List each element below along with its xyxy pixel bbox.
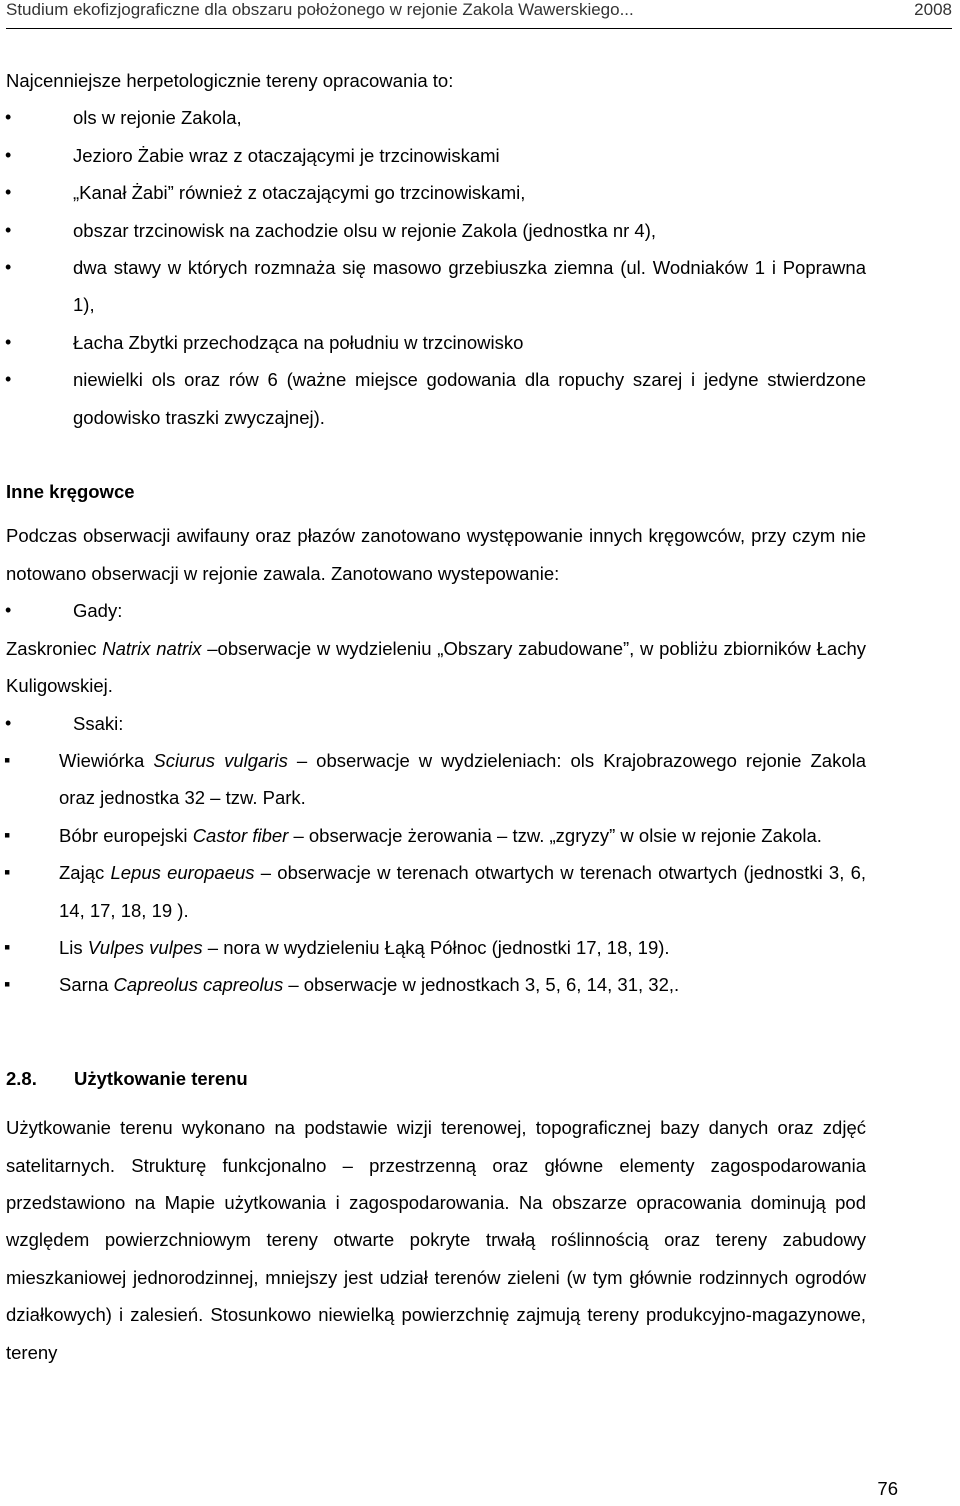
list-item: ▪ Zając Lepus europaeus – obserwacje w terenach otwartych w terenach otwartych (jednostki 3, 6, 14, 17, 18, 19 ). — [6, 854, 866, 929]
list-item: • obszar trzcinowisk na zachodzie olsu w rejonie Zakola (jednostka nr 4), — [6, 212, 866, 249]
list-item: • Jezioro Żabie wraz z otaczającymi je trzcinowiskami — [6, 137, 866, 174]
latin-name: Lepus europaeus — [110, 862, 255, 884]
list-item: ▪ Wiewiórka Sciurus vulgaris – obserwacje w wydzieleniach: ols Krajobrazowego rejonie Zakola oraz jednostka 32 – tzw. Park. — [6, 742, 866, 817]
land-use-paragraph: Użytkowanie terenu wykonano na podstawie wizji terenowej, topograficznej bazy danych oraz zdjęć satelitarnych. Strukturę funkcjonalno – przestrzenną oraz główne elementy zagospodarowania przedstawiono na Mapie użytkowania i zagospodarowania. Na obszarze opracowania dominują pod względem powierzchniowym tereny otwarte pokryte trwałą roślinnością oraz tereny zabudowy mieszkaniowej jednorodzinnej, mniejszy jest udział terenów zieleni (w tym głównie rodzinnych ogrodów działkowych) i zalesień. Stosunkowo niewielką powierzchnię zajmują tereny produkcyjno-magazynowe, tereny — [6, 1117, 866, 1363]
section-heading-land-use — [6, 1060, 866, 1097]
list-item: ▪ Lis Vulpes vulpes – nora w wydzieleniu Łąką Północ (jednostki 17, 18, 19). — [6, 929, 866, 966]
page-number: 76 — [877, 1478, 898, 1499]
section-number: 2.8. — [6, 1067, 37, 1089]
list-item: • ols w rejonie Zakola, — [6, 99, 866, 136]
list-item-reptiles: • Gady: — [6, 592, 866, 629]
list-item: • dwa stawy w których rozmnaża się masowo grzebiuszka ziemna (ul. Wodniaków 1 i Poprawna 1), — [6, 249, 866, 324]
spacer — [6, 1004, 866, 1060]
mammals-label-list — [6, 705, 866, 742]
latin-name: Sciurus vulgaris — [153, 749, 288, 771]
section-title: Użytkowanie terenu — [74, 1067, 248, 1089]
herpetology-list — [6, 99, 866, 436]
list-item: • niewielki ols oraz rów 6 (ważne miejsce godowania dla ropuchy szarej i jedyne stwierdzone godowisko traszki zwyczajnej). — [6, 361, 866, 436]
intro-paragraph: Najcenniejsze herpetologicznie tereny opracowania to: — [6, 70, 454, 91]
observation-paragraph: Podczas obserwacji awifauny oraz płazów zanotowano występowanie innych kręgowców, przy czym nie notowano obserwacji w rejonie zawala. Zanotowano wystepowanie: — [6, 525, 866, 584]
reptiles-list — [6, 592, 866, 629]
mammals-list — [6, 742, 866, 1004]
document-body — [6, 62, 866, 1371]
spacer — [6, 436, 866, 473]
latin-name: Capreolus capreolus — [113, 974, 284, 996]
list-item: • „Kanał Żabi” również z otaczającymi go trzcinowiskami, — [6, 174, 866, 211]
list-item: • Łacha Zbytki przechodząca na południu w trzcinowisko — [6, 324, 866, 361]
list-item: ▪ Sarna Capreolus capreolus – obserwacje w jednostkach 3, 5, 6, 14, 31, 32,. — [6, 966, 866, 1003]
header-year: 2008 — [914, 0, 952, 19]
section-heading-other-vertebrates: Inne kręgowce — [6, 481, 135, 503]
list-item-mammals: • Ssaki: — [6, 705, 866, 742]
latin-name: Vulpes vulpes — [87, 936, 203, 958]
reptile-observation: Zaskroniec Natrix natrix –obserwacje w wydzieleniu „Obszary zabudowane”, w pobliżu zbiorników Łachy Kuligowskiej. — [6, 637, 866, 697]
header-title: Studium ekofizjograficzne dla obszaru położonego w rejonie Zakola Wawerskiego... — [6, 0, 634, 19]
latin-name: Castor fiber — [192, 824, 289, 846]
page-header — [6, 0, 952, 29]
list-item: ▪ Bóbr europejski Castor fiber – obserwacje żerowania – tzw. „zgryzy” w olsie w rejonie Zakola. — [6, 817, 866, 854]
latin-name: Natrix natrix — [102, 637, 202, 659]
